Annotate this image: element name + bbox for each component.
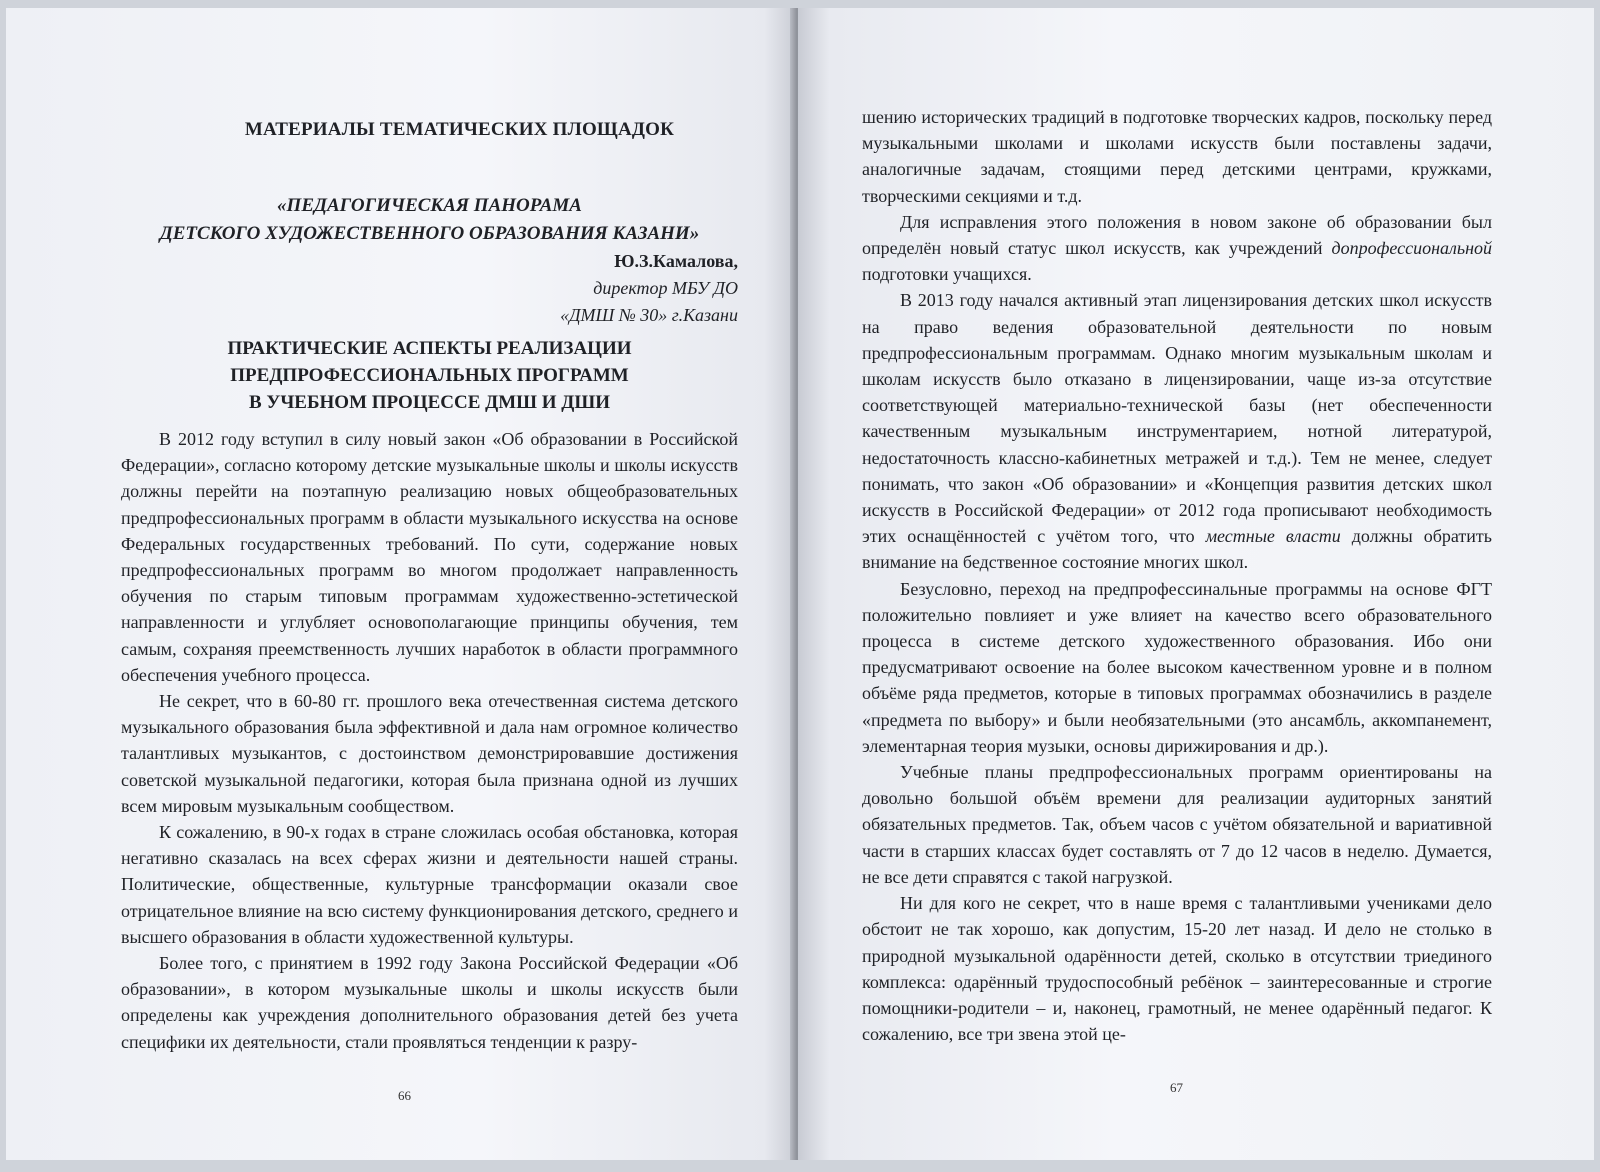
author-name: Ю.З.Камалова,	[614, 251, 738, 271]
left-page	[6, 8, 796, 1160]
left-text-block	[121, 116, 738, 1055]
right-text-block	[862, 104, 1492, 1047]
italic-term: допрофессиональной	[1331, 238, 1492, 259]
right-page	[798, 8, 1594, 1160]
body-paragraph: Не секрет, что в 60-80 гг. прошлого века отечественная система детского музыкального образования была эффективной и дала нам огромное количество талантливых музыкантов, с достоинством демонстрировавшие достижения советской музыкальной педагогики, которая была признана одной из лучших всем мировым музыкальным сообществом.	[121, 691, 738, 816]
body-paragraph: Безусловно, переход на предпрофессинальные программы на основе ФГТ положительно повлияет и уже влияет на качество всего образовательного процесса в системе детского художественного образования. Ибо они предусматривают освоение на более высоком качественном уровне и в полном объёме ряда предметов, которые в типовых программах обозначились в разделе «предмета по выбору» и были необязательными (это ансамбль, аккомпанемент, элементарная теория музыки, основы дирижирования и др.).	[862, 578, 1492, 756]
article-title-line: ПРЕДПРОФЕССИОНАЛЬНЫХ ПРОГРАММ	[230, 365, 629, 386]
paragraph-text: В 2013 году начался активный этап лицензирования детских школ искусств на право ведения образовательной деятельности по новым предпрофессиональным программам. Однако многим музыкальным школам и школам искусств было отказано в лицензировании, чаще из-за отсутствие соответствующей материально-технической базы (нет обеспеченности качественным музыкальным инструментарием, нотной литературой, недостаточность классно-кабинетных метражей и т.д.). Тем не менее, следует понимать, что закон «Об образовании» и «Концепция развития детских школ искусств в Российской Федерации» от 2012 года прописывают необходимость этих оснащённостей с учётом того, что	[862, 290, 1492, 547]
article-title	[121, 335, 738, 416]
body-paragraph: Ни для кого не секрет, что в наше время с талантливыми учениками дело обстоит не так хорошо, как допустим, 15-20 лет назад. И дело не столько в природной музыкальной одарённости детей, сколько в отсутствии триединого комплекса: одарённый трудоспособный ребёнок – заинтересованные и строгие помощники-родители – и, наконец, грамотный, не менее одарённый педагог. К сожалению, все три звена этой це-	[862, 893, 1492, 1045]
body-paragraph	[862, 287, 1492, 575]
article-title-line: В УЧЕБНОМ ПРОЦЕССЕ ДМШ И ДШИ	[248, 392, 611, 413]
paragraph-text: должны обратить внимание на бедственное состояние многих школ.	[862, 526, 1492, 573]
body-paragraph: Учебные планы предпрофессиональных программ ориентированы на довольно большой объём времени для реализации аудиторных занятий обязательных предметов. Так, объем часов с учётом обязательной и вариативной части в старших классах будет составлять от 7 до 12 часов в неделю. Думается, не все дети справятся с такой нагрузкой.	[862, 762, 1492, 887]
italic-term: местные власти	[1205, 526, 1341, 547]
page-number: 67	[1170, 1080, 1183, 1095]
panorama-heading	[121, 192, 738, 248]
section-header: МАТЕРИАЛЫ ТЕМАТИЧЕСКИХ ПЛОЩАДОК	[244, 119, 675, 140]
paragraph-text: Для исправления этого положения в новом законе об образовании был определён новый статус школ искусств, как учреждений	[862, 211, 1492, 259]
panorama-heading-line: «ПЕДАГОГИЧЕСКАЯ ПАНОРАМА	[277, 195, 582, 216]
body-paragraph: К сожалению, в 90-х годах в стране сложилась особая обстановка, которая негативно сказалась на всех сферах жизни и деятельности нашей страны. Политические, общественные, культурные трансформации оказали свое отрицательное влияние на всю систему функционирования детского, среднего и высшего образования в области художественной культуры.	[121, 822, 738, 947]
body-paragraph: В 2012 году вступил в силу новый закон «Об образовании в Российской Федерации», согласно которому детские музыкальные школы и школы искусств должны перейти на поэтапную реализацию новых общеобразовательных предпрофессиональных программ в области музыкального искусства на основе Федеральных государственных требований. По сути, содержание новых предпрофессиональных программ во многом продолжает направленность обучения по старым типовым программам художественно-эстетической направленности и углубляет основополагающие принципы обучения, тем самым, сохраняя преемственность лучших наработок в области программного обеспечения учебного процесса.	[121, 429, 738, 685]
author-position: директор МБУ ДО	[593, 278, 738, 298]
body-paragraph: Более того, с принятием в 1992 году Закона Российской Федерации «Об образовании», в котором музыкальные школы и школы искусств были определены как учреждения дополнительного образования детей без учета специфики их деятельности, стали проявляться тенденции к разру-	[121, 953, 738, 1052]
paragraph-text: подготовки учащихся.	[862, 264, 1032, 285]
article-title-line: ПРАКТИЧЕСКИЕ АСПЕКТЫ РЕАЛИЗАЦИИ	[227, 338, 632, 359]
panorama-heading-line: ДЕТСКОГО ХУДОЖЕСТВЕННОГО ОБРАЗОВАНИЯ КАЗАНИ»	[159, 223, 700, 244]
author-school: «ДМШ № 30» г.Казани	[560, 305, 738, 325]
page-number: 66	[398, 1088, 411, 1103]
author-block	[121, 248, 738, 329]
body-paragraph	[862, 209, 1492, 288]
continued-paragraph: шению исторических традиций в подготовке творческих кадров, поскольку перед музыкальными школами и школами искусств были поставлены задачи, аналогичные задачам, стоящими перед детскими центрами, кружками, творческими секциями и т.д.	[862, 107, 1492, 206]
